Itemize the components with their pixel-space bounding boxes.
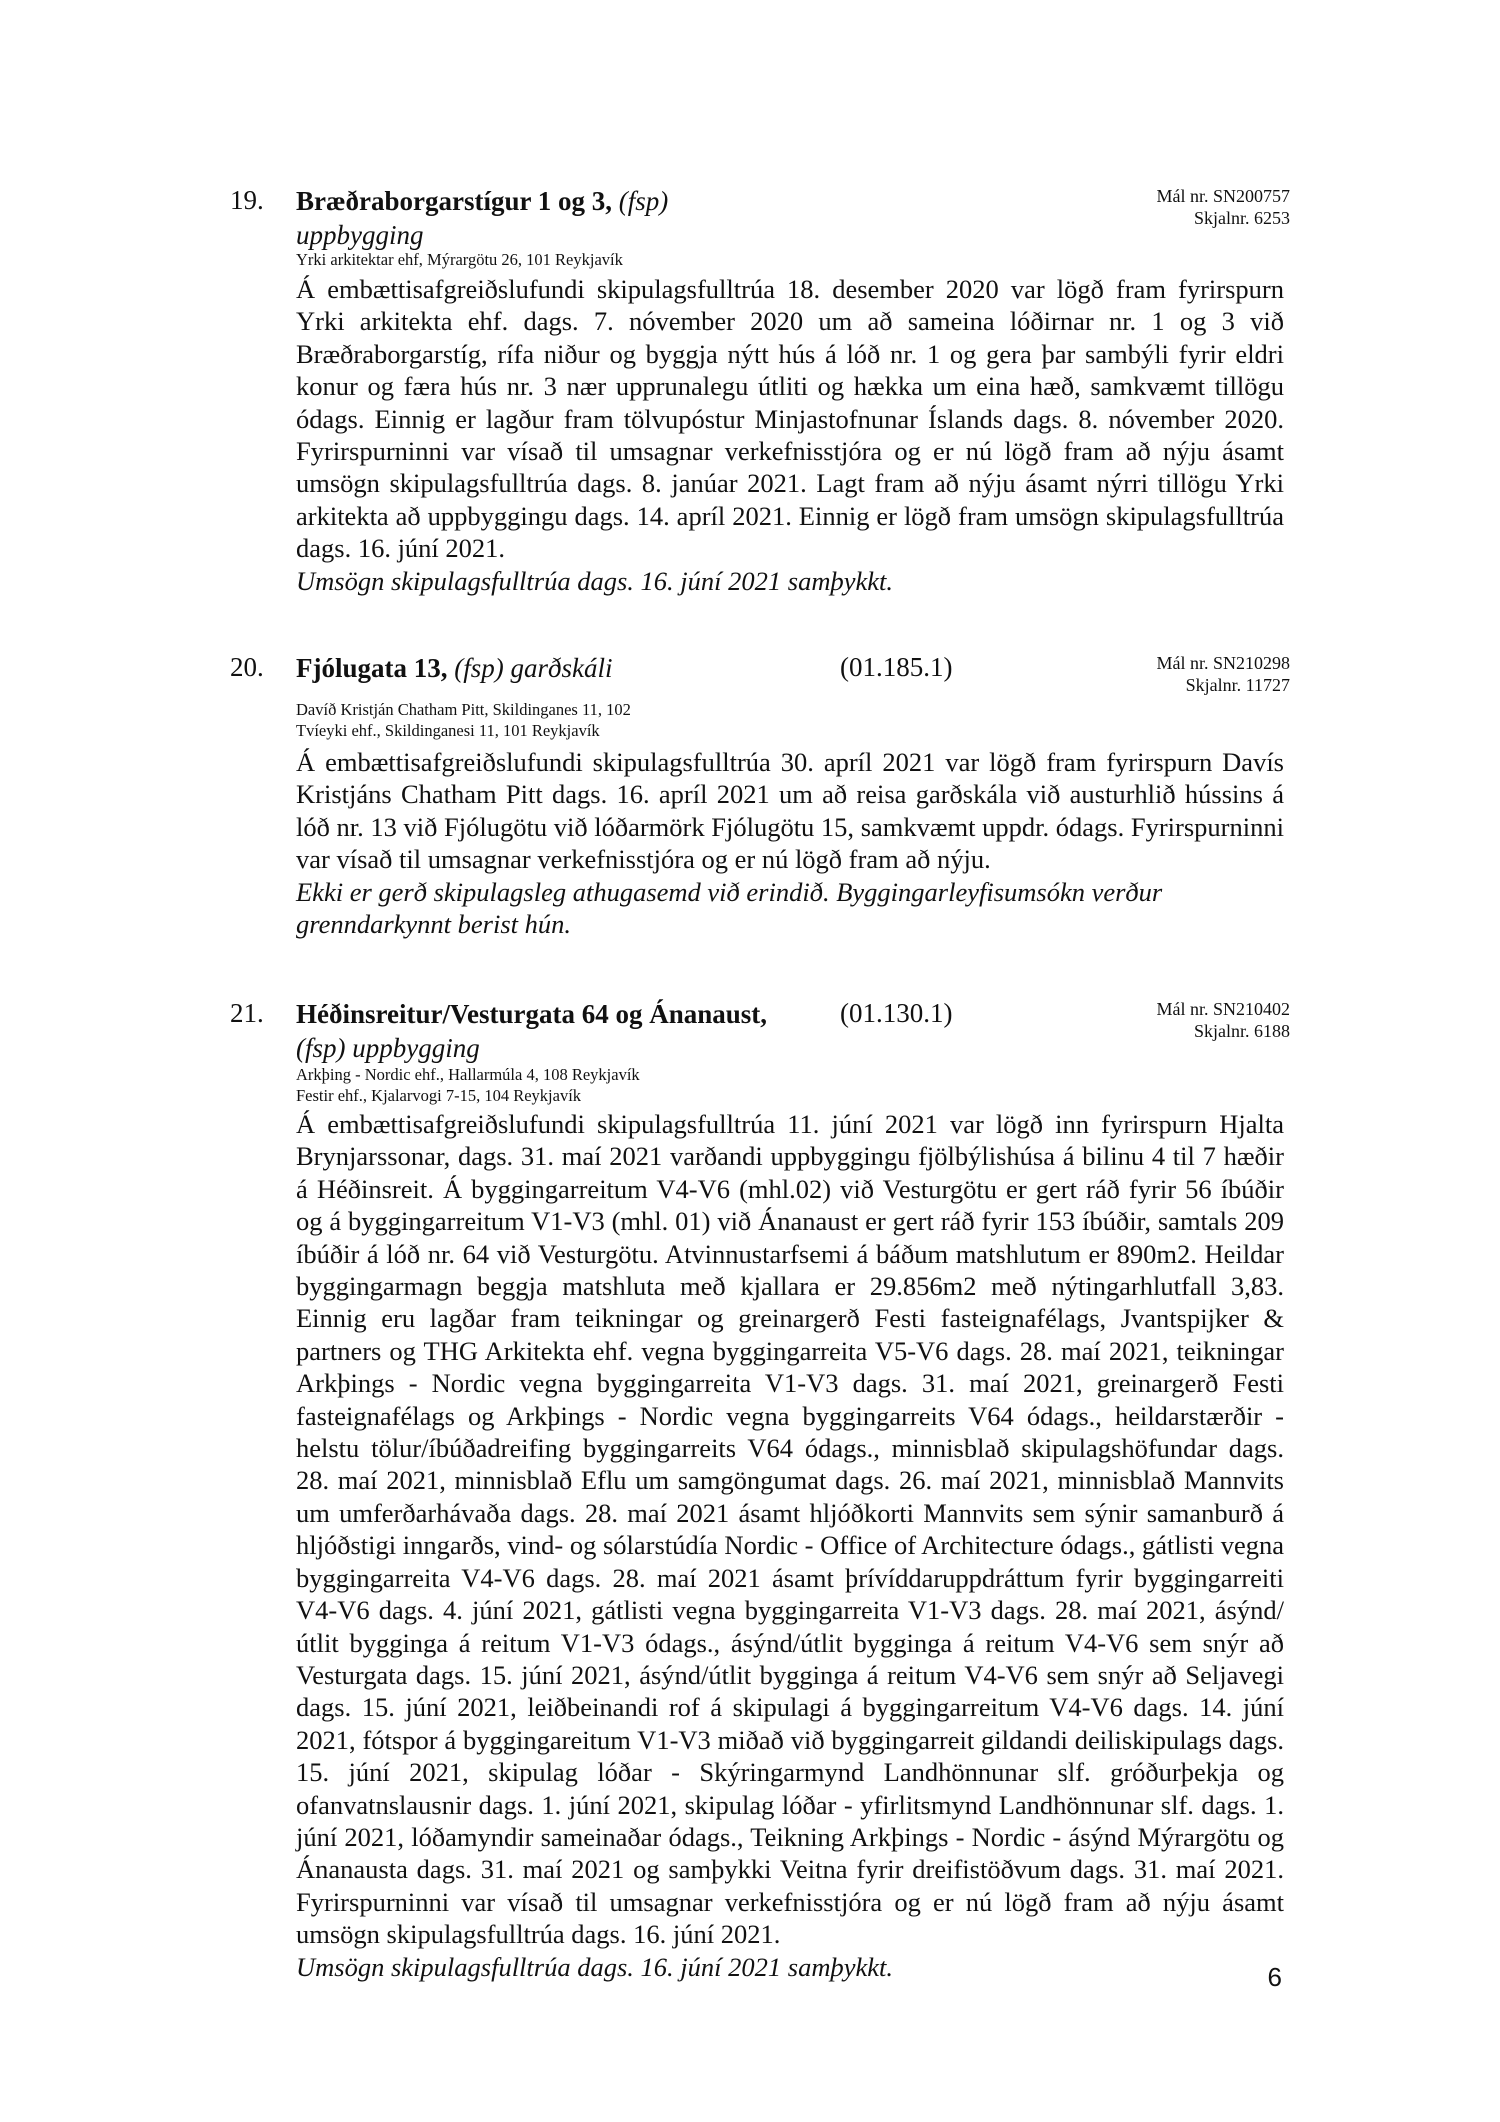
item-title-bold: Bræðraborgarstígur 1 og 3, (296, 186, 612, 216)
item-conclusion: Umsögn skipulagsfulltrúa dags. 16. júní 2021 samþykkt. (296, 565, 893, 596)
item-description: Á embættisafgreiðslufundi skipulagsfulltrúa 18. desember 2020 var lögð fram fyrirspurn Yrki arkitekta ehf. dags. 7. nóvember 2020 um að sameina lóðirnar nr. 1 og 3 við Bræðraborgarstíg, rífa niður og byggja nýtt hús á lóð nr. 1 og gera þar sambýli fyrir eldri konur og færa hús nr. 3 nær upprunalegu útliti og hækka um eina hæð, samkvæmt tillögu ódags. Einnig er lagður fram tölvupóstur Minjastofnunar Íslands dags. 8. nóvember 2020. Fyrirspurninni var vísað til umsagnar verkefnisstjóra og er nú lögð fram að nýju ásamt umsögn skipulagsfulltrúa dags. 8. janúar 2021. Lagt fram að nýju ásamt nýrri tillögu Yrki arkitekta að uppbyggingu dags. 14. apríl 2021. Einnig er lögð fram umsögn skipulagsfulltrúa dags. 16. júní 2021. (296, 274, 1284, 564)
agenda-item-21 (230, 998, 1290, 1982)
item-body (296, 273, 1284, 597)
land-code: (01.185.1) (840, 652, 953, 682)
item-number: 19. (230, 185, 264, 215)
item-title-bold: Héðinsreitur/Vesturgata 64 og Ánanaust, (296, 999, 768, 1029)
item-title (296, 185, 668, 218)
document-number: Skjalnr. 11727 (1185, 675, 1290, 695)
case-reference (1156, 998, 1290, 1042)
applicants (296, 249, 623, 270)
item-body (296, 1108, 1284, 1983)
case-number: Mál nr. SN210402 (1156, 999, 1290, 1019)
case-reference (1156, 652, 1290, 696)
applicant: Tvíeyki ehf., Skildinganesi 11, 101 Reykjavík (296, 721, 600, 740)
applicant: Davíð Kristján Chatham Pitt, Skildinganes 11, 102 (296, 700, 631, 719)
applicant: Yrki arkitektar ehf, Mýrargötu 26, 101 Reykjavík (296, 250, 623, 269)
land-code: (01.130.1) (840, 998, 953, 1028)
item-description: Á embættisafgreiðslufundi skipulagsfulltrúa 11. júní 2021 var lögð inn fyrirspurn Hjalta Brynjarssonar, dags. 31. maí 2021 varðandi uppbyggingu fjölbýlishúsa á bilinu 4 til 7 hæðir á Héðinsreit. Á byggingarreitum V4-V6 (mhl.02) við Vesturgötu er gert ráð fyrir 56 íbúðir og á byggingarreitum V1-V3 (mhl. 01) við Ánanaust er gert ráð fyrir 153 íbúðir, samtals 209 íbúðir á lóð nr. 64 við Vesturgötu. Atvinnustarfsemi á báðum matshlutum er 890m2. Heildar byggingarmagn beggja matshluta með kjallara er 29.856m2 með nýtingarhlutfall 3,83. Einnig eru lagðar fram teikningar og greinargerð Festi fasteignafélags, Jvantspijker & partners og THG Arkitekta ehf. vegna byggingarreita V5-V6 dags. 28. maí 2021, teikningar Arkþings - Nordic vegna byggingarreita V1-V3 dags. 31. maí 2021, greinargerð Festi fasteignafélags og Arkþings - Nordic vegna byggingarreits V64 ódags., heildarstærðir - helstu tölur/íbúðadreifing byggingarreits V64 ódags., minnisblað skipulagshöfundar dags. 28. maí 2021, minnisblað Eflu um samgöngumat dags. 26. maí 2021, minnisblað Mannvits um umferðarhávaða dags. 28. maí 2021 ásamt hljóðkorti Mannvits sem sýnir samanburð á hljóðstigi inngarðs, vind- og sólarstúdía Nordic - Office of Architecture ódags., gátlisti vegna byggingarreita V4-V6 dags. 28. maí 2021 ásamt þrívíddaruppdráttum fyrir byggingarreiti V4-V6 dags. 4. júní 2021, gátlisti vegna byggingarreita V1-V3 dags. 28. maí 2021, ásýnd/útlit bygginga á reitum V1-V3 ódags., ásýnd/útlit bygginga á reitum V4-V6 sem snýr að Vesturgata dags. 15. júní 2021, ásýnd/útlit bygginga á reitum V4-V6 sem snýr að Seljavegi dags. 15. júní 2021, leiðbeinandi rof á skipulagi á byggingarreitum V4-V6 dags. 14. júní 2021, fótspor á byggingareitum V1-V3 miðað við byggingarreit gildandi deiliskipulags dags. 15. júní 2021, skipulag lóðar - Skýringarmynd Landhönnunar slf. gróðurþekja og ofanvatnslausnir dags. 1. júní 2021, skipulag lóðar - yfirlitsmynd Landhönnunar slf. dags. 1. júní 2021, lóðamyndir sameinaðar ódags., Teikning Arkþings - Nordic - ásýnd Mýrargötu og Ánanausta dags. 31. maí 2021 og samþykki Veitna fyrir dreifistöðvum dags. 31. maí 2021. Fyrirspurninni var vísað til umsagnar verkefnisstjóra og er nú lögð fram að nýju ásamt umsögn skipulagsfulltrúa dags. 16. júní 2021. (296, 1109, 1284, 1950)
applicant: Arkþing - Nordic ehf., Hallarmúla 4, 108 Reykjavík (296, 1065, 640, 1084)
case-number: Mál nr. SN200757 (1156, 186, 1290, 206)
agenda-item-20 (230, 652, 1290, 952)
document-number: Skjalnr. 6188 (1193, 1021, 1290, 1041)
item-description: Á embættisafgreiðslufundi skipulagsfulltrúa 30. apríl 2021 var lögð fram fyrirspurn Davís Kristjáns Chatham Pitt dags. 16. apríl 2021 um að reisa garðskála við austurhlið hússins á lóð nr. 13 við Fjólugötu við lóðarmörk Fjólugötu 15, samkvæmt uppdr. ódags. Fyrirspurninni var vísað til umsagnar verkefnisstjóra og er nú lögð fram að nýju. (296, 747, 1284, 875)
item-subtitle: uppbygging (296, 220, 424, 250)
case-reference (1156, 185, 1290, 229)
item-title-bold: Fjólugata 13, (296, 653, 448, 683)
applicants (296, 699, 631, 741)
case-number: Mál nr. SN210298 (1156, 653, 1290, 673)
agenda-item-19 (230, 185, 1290, 625)
applicant: Festir ehf., Kjalarvogi 7-15, 104 Reykjavík (296, 1086, 582, 1105)
page-number: 6 (1267, 1962, 1282, 1992)
item-number: 21. (230, 998, 264, 1028)
item-title-italic: (fsp) garðskáli (454, 653, 613, 683)
document-number: Skjalnr. 6253 (1193, 208, 1290, 228)
applicants (296, 1064, 640, 1106)
item-conclusion: Umsögn skipulagsfulltrúa dags. 16. júní 2021 samþykkt. (296, 1951, 893, 1982)
item-body (296, 746, 1284, 940)
item-conclusion: Ekki er gerð skipulagsleg athugasemd við erindið. Byggingarleyfisumsókn verður grenndarkynnt berist hún. (296, 876, 1163, 940)
item-title (296, 652, 613, 685)
item-title-italic: (fsp) (618, 186, 669, 216)
item-subtitle: (fsp) uppbygging (296, 1033, 480, 1063)
item-title (296, 998, 767, 1031)
item-number: 20. (230, 652, 264, 682)
